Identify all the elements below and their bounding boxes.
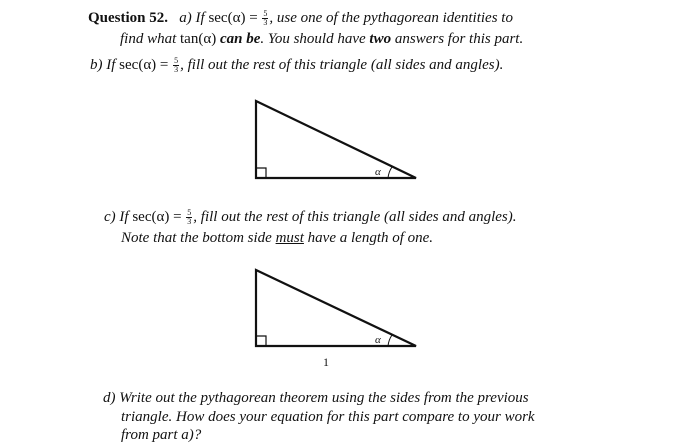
part-c-rest: , fill out the rest of this triangle (all sides and angles). (193, 209, 517, 225)
part-a-two: two (369, 31, 392, 47)
part-a-sec: sec(α) = (208, 10, 258, 26)
part-a-line2-start: find what (120, 31, 177, 47)
part-a-mid: . You should have (260, 31, 366, 47)
part-c-line2-end: have a length of one. (307, 230, 434, 246)
triangle-1-alpha-label: α (375, 166, 381, 178)
triangle-2-alpha-label: α (375, 334, 381, 346)
part-c-line2-start: Note that the bottom side (121, 230, 272, 246)
part-a-tan: tan(α) (180, 31, 217, 47)
triangle-2-shape (256, 270, 416, 346)
part-a-can-be: can be (219, 31, 261, 47)
question-d-line3: from part a)? (121, 427, 202, 443)
part-a-end: answers for this part. (394, 31, 524, 47)
part-a-prefix: a) If (179, 10, 205, 26)
part-c-prefix: c) If (104, 209, 129, 225)
part-c-fraction: $\frac{5}{3}$ (187, 208, 192, 227)
part-b-rest: , fill out the rest of this triangle (all sides and angles). (180, 57, 504, 73)
part-a-fraction: $\frac{5}{3}$ (263, 9, 268, 28)
triangle-2-angle-arc (388, 335, 392, 346)
part-b-fraction: $\frac{5}{3}$ (174, 56, 179, 75)
part-a-rest: , use one of the pythagorean identities to (269, 10, 513, 26)
triangle-2-bottom-label: 1 (323, 355, 329, 369)
question-d-line2: triangle. How does your equation for this part compare to your work (121, 409, 535, 425)
question-label: Question 52. (88, 10, 169, 26)
part-c-must: must (275, 230, 304, 246)
question-d-line1: d) Write out the pythagorean theorem using the sides from the previous (103, 390, 529, 406)
part-b-prefix: b) If (90, 57, 116, 73)
part-b-sec: sec(α) = (119, 57, 169, 73)
triangle-2-right-angle-mark (256, 336, 266, 346)
part-c-sec: sec(α) = (132, 209, 182, 225)
